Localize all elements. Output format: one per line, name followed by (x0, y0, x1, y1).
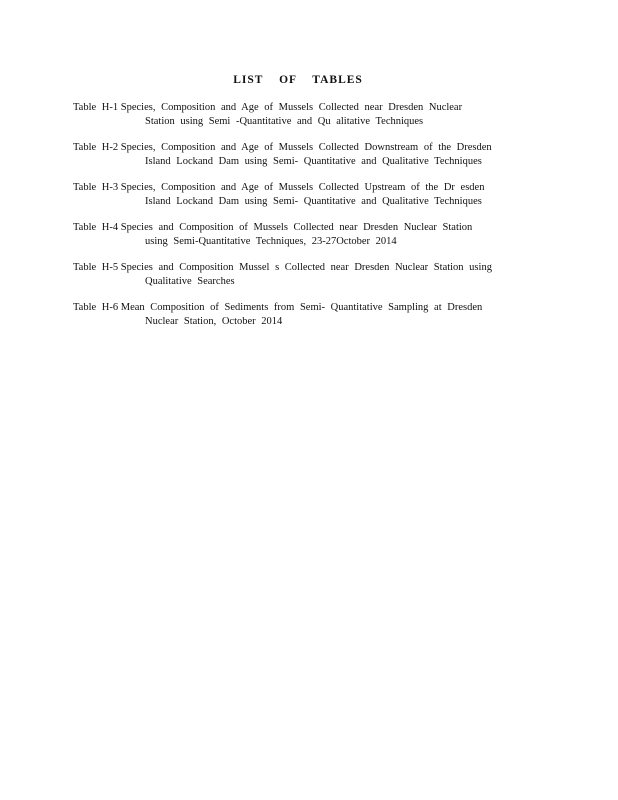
table-number: Table H-4 (73, 222, 119, 233)
entry-line-1 (73, 221, 543, 235)
table-caption-line-2: Island Lockand Dam using Semi- Quantitative and Qualitative Techniques (145, 156, 482, 167)
table-number: Table H-1 (73, 102, 119, 113)
table-number: Table H-6 (73, 302, 119, 313)
entry-line-1 (73, 141, 543, 155)
table-entry-h2 (73, 141, 543, 169)
entry-line-1 (73, 301, 543, 315)
table-caption-line-2: Nuclear Station, October 2014 (145, 316, 283, 327)
table-caption-line-1: Species and Composition of Mussels Collected near Dresden Nuclear Station (120, 222, 473, 233)
table-caption-line-2: Island Lockand Dam using Semi- Quantitative and Qualitative Techniques (145, 196, 482, 207)
table-caption-line-2: using Semi-Quantitative Techniques, 23-27October 2014 (145, 236, 397, 247)
table-caption-line-1: Species and Composition Mussel s Collected near Dresden Nuclear Station using (120, 262, 492, 273)
page-title: LIST OF TABLES (233, 74, 363, 86)
table-entry-h3 (73, 181, 543, 209)
entry-line-1 (73, 181, 543, 195)
table-number: Table H-2 (73, 142, 119, 153)
table-entry-h4 (73, 221, 543, 249)
table-entry-h6 (73, 301, 543, 329)
table-caption-line-1: Species, Composition and Age of Mussels Collected Downstream of the Dresden (120, 142, 492, 153)
table-caption-line-1: Mean Composition of Sediments from Semi- Quantitative Sampling at Dresden (120, 302, 483, 313)
entry-line-1 (73, 101, 543, 115)
table-number: Table H-3 (73, 182, 119, 193)
entry-line-1 (73, 261, 543, 275)
table-entry-h5 (73, 261, 543, 289)
table-caption-line-2: Qualitative Searches (145, 276, 235, 287)
table-number: Table H-5 (73, 262, 119, 273)
table-entry-h1 (73, 101, 543, 129)
table-caption-line-1: Species, Composition and Age of Mussels Collected Upstream of the Dr esden (120, 182, 485, 193)
table-caption-line-1: Species, Composition and Age of Mussels Collected near Dresden Nuclear (120, 102, 463, 113)
table-list (73, 101, 543, 341)
table-caption-line-2: Station using Semi -Quantitative and Qu alitative Techniques (145, 116, 424, 127)
